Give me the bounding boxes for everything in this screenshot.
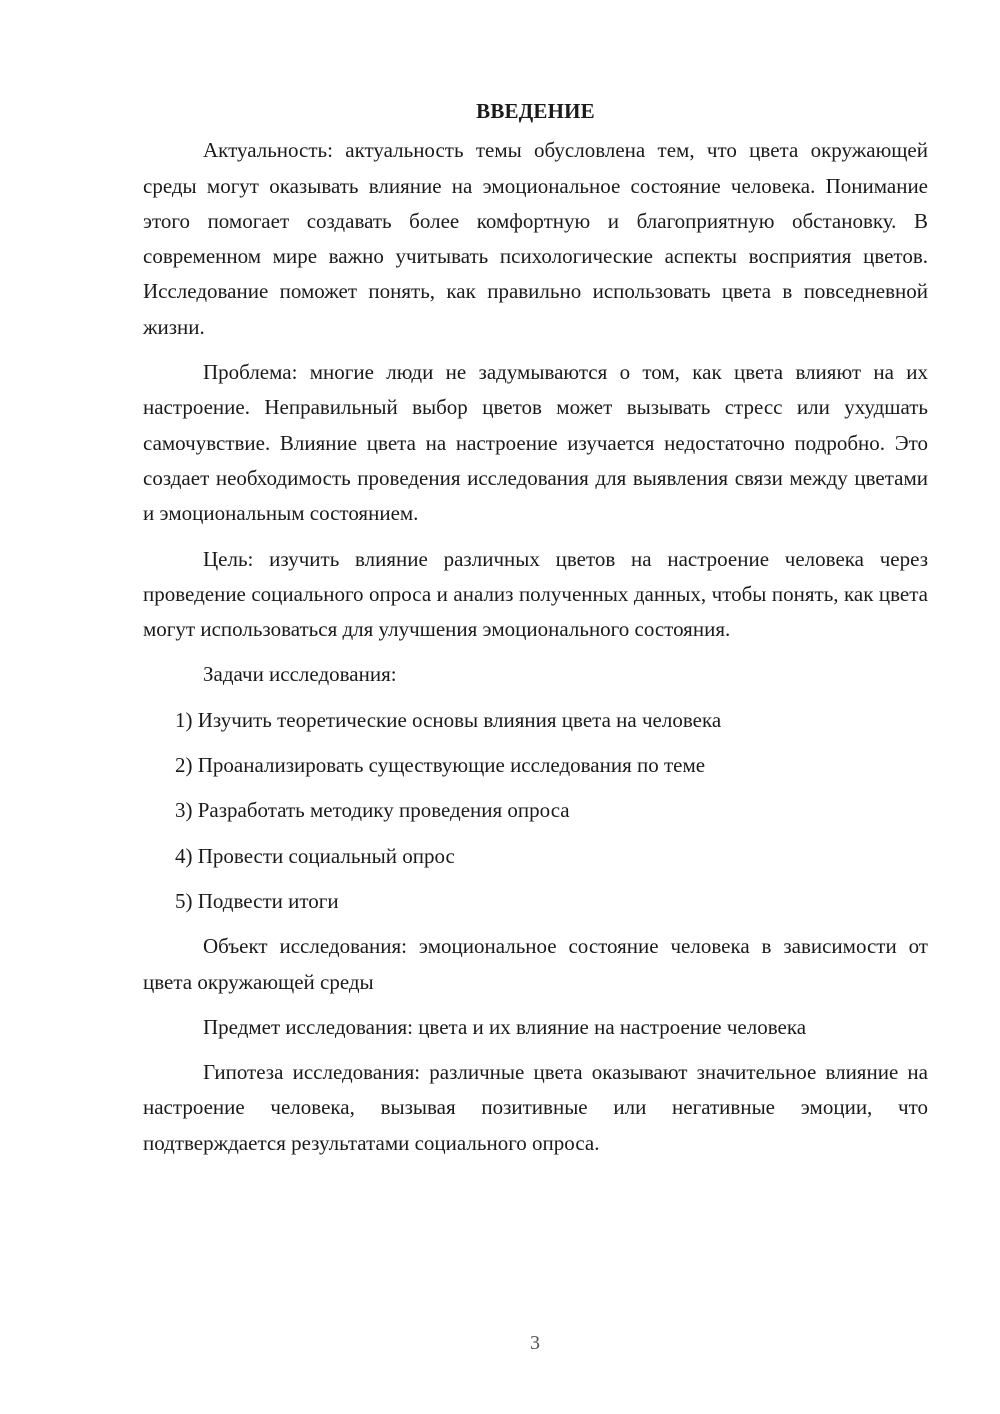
subject-paragraph: Предмет исследования: цвета и их влияние на настроение человека <box>203 1014 807 1039</box>
task-item: 4) Провести социальный опрос <box>175 843 455 868</box>
relevance-paragraph: Актуальность: актуальность темы обусловлена тем, что цвета окружающей среды могут оказывать влияние на эмоциональное состояние человека. Понимание этого помогает создавать более комфортную и благоприятную обстановку. В современном мире важно учитывать психологические аспекты восприятия цветов. Исследование поможет понять, как правильно использовать цвета в повседневной жизни. <box>143 138 928 339</box>
tasks-heading: Задачи исследования: <box>203 662 397 687</box>
problem-paragraph: Проблема: многие люди не задумываются о том, как цвета влияют на их настроение. Неправильный выбор цветов может вызывать стресс или ухудшать самочувствие. Влияние цвета на настроение изучается недостаточно подробно. Это создает необходимость проведения исследования для выявления связи между цветами и эмоциональным состоянием. <box>143 360 928 526</box>
object-paragraph: Объект исследования: эмоциональное состояние человека в зависимости от цвета окружающей среды <box>143 934 928 994</box>
task-item: 1) Изучить теоретические основы влияния цвета на человека <box>175 707 722 732</box>
task-item: 3) Разработать методику проведения опроса <box>175 798 570 823</box>
tasks-list <box>143 703 928 919</box>
task-item: 5) Подвести итоги <box>175 888 339 913</box>
page-title: ВВЕДЕНИЕ <box>476 99 595 123</box>
page-number: 3 <box>530 1332 540 1354</box>
goal-paragraph: Цель: изучить влияние различных цветов на настроение человека через проведение социального опроса и анализ полученных данных, чтобы понять, как цвета могут использоваться для улучшения эмоционального состояния. <box>143 546 928 642</box>
document-page <box>143 94 928 1171</box>
task-item: 2) Проанализировать существующие исследования по теме <box>175 753 706 778</box>
hypothesis-paragraph: Гипотеза исследования: различные цвета оказывают значительное влияние на настроение человека, вызывая позитивные или негативные эмоции, что подтверждается результатами социального опроса. <box>143 1060 928 1155</box>
